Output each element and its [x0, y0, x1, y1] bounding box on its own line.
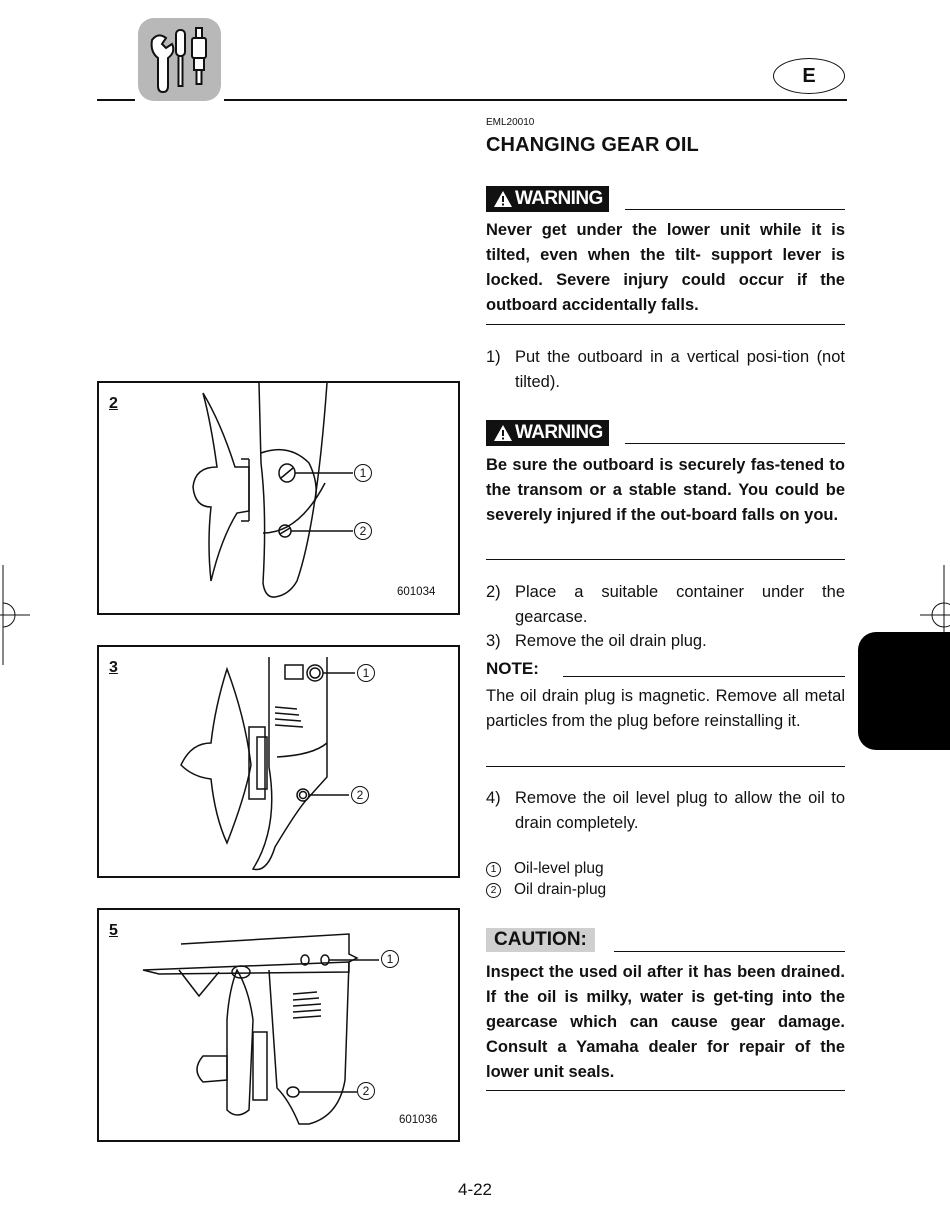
caution-end-rule [486, 1090, 845, 1091]
warning-end-rule-2 [486, 559, 845, 560]
header-rule-right [224, 99, 847, 101]
step-4 [486, 786, 845, 836]
figure-2 [97, 381, 460, 615]
warning-label-1 [486, 186, 609, 212]
warning-text-2: Be sure the outboard is securely fas-tened to the transom or a stable stand. You could be severely injured if the out-board falls on you. [486, 456, 845, 524]
legend-text: Oil-level plug [514, 860, 604, 877]
legend-text: Oil drain-plug [514, 881, 607, 898]
language-badge: E [773, 58, 845, 94]
caution-text: Inspect the used oil after it has been drained. If the oil is milky, water is get-ting into the gearcase which can cause gear damage. Consult a Yamaha dealer for repair of the lower unit seals. [486, 963, 845, 1081]
warning-label-text: WARNING [515, 188, 603, 209]
tools-icon [138, 18, 221, 101]
note-rule [563, 676, 845, 677]
warning-text-1: Never get under the lower unit while it is tilted, even when the tilt- support lever is locked. Severe injury could occur if the outboard accidentally falls. [486, 221, 845, 314]
step-text: Remove the oil level plug to allow the oil to drain completely. [515, 789, 845, 832]
outboard-lower-unit-illustration [99, 383, 458, 613]
page-number: 4-22 [457, 1180, 493, 1199]
outboard-lower-unit-illustration [99, 910, 458, 1140]
warning-triangle-icon [493, 424, 513, 442]
header-rule-left [97, 99, 135, 101]
figure-number: 2 [109, 395, 118, 412]
step-text: Place a suitable container under the gearcase. [515, 583, 845, 626]
warning-rule-1 [625, 209, 845, 210]
legend-item-1 [486, 860, 604, 878]
callout-marker: 2 [486, 883, 501, 898]
outboard-lower-unit-illustration [99, 647, 458, 876]
step-text: Put the outboard in a vertical posi-tion (not tilted). [515, 348, 845, 391]
step-3 [486, 629, 845, 654]
registration-mark-left [0, 565, 30, 665]
warning-rule-2 [625, 443, 845, 444]
step-number: 3) [486, 632, 501, 650]
warning-label-text: WARNING [515, 422, 603, 443]
warning-end-rule-1 [486, 324, 845, 325]
callout-marker: 2 [354, 522, 372, 540]
callout-marker: 2 [357, 1082, 375, 1100]
callout-marker: 1 [357, 664, 375, 682]
note-text: The oil drain plug is magnetic. Remove all metal particles from the plug before reinstalling it. [486, 687, 845, 730]
warning-triangle-icon [493, 190, 513, 208]
figure-number: 3 [109, 659, 118, 676]
step-number: 2) [486, 583, 501, 601]
callout-marker: 1 [354, 464, 372, 482]
figure-code: 601036 [399, 1114, 438, 1126]
warning-label-2 [486, 420, 609, 446]
step-1 [486, 345, 845, 395]
callout-marker: 1 [381, 950, 399, 968]
figure-code: 601034 [397, 586, 436, 598]
caution-rule [614, 951, 845, 952]
caution-label: CAUTION: [486, 928, 595, 952]
figure-3 [97, 645, 460, 878]
step-text: Remove the oil drain plug. [515, 632, 707, 650]
step-2 [486, 580, 845, 630]
step-number: 1) [486, 348, 501, 366]
chapter-tab [858, 632, 950, 750]
callout-marker: 2 [351, 786, 369, 804]
callout-marker: 1 [486, 862, 501, 877]
figure-5 [97, 908, 460, 1142]
legend-item-2 [486, 881, 606, 899]
section-title: CHANGING GEAR OIL [486, 134, 699, 156]
figure-number: 5 [109, 922, 118, 939]
note-label: NOTE: [486, 659, 539, 678]
note-end-rule [486, 766, 845, 767]
section-code: EML20010 [486, 117, 535, 128]
step-number: 4) [486, 789, 501, 807]
